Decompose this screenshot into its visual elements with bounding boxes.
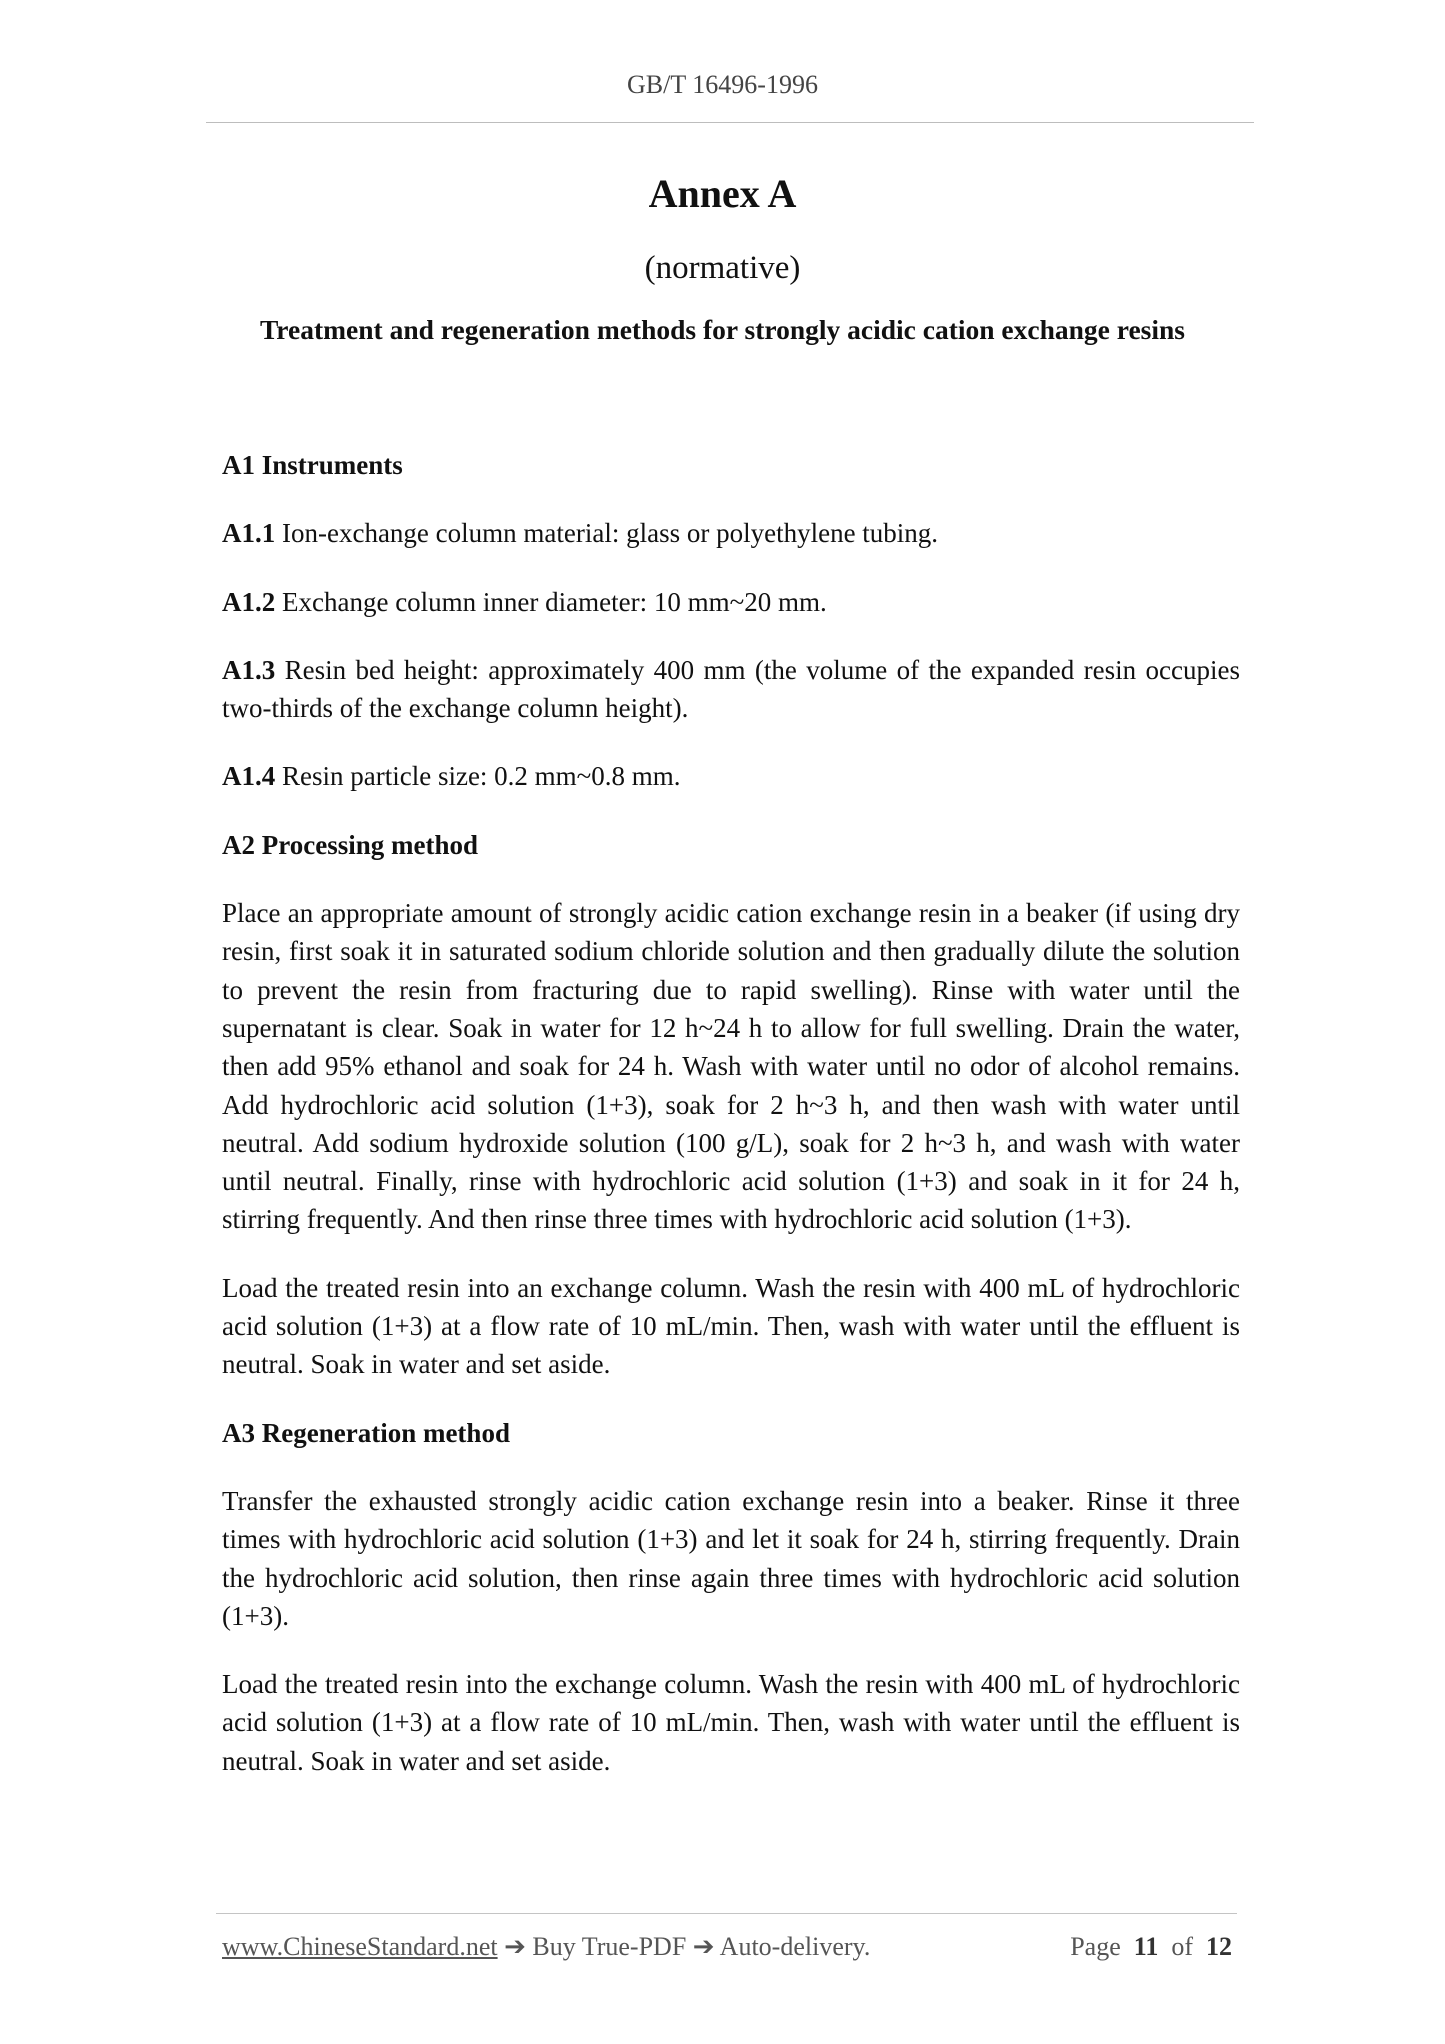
footer-divider bbox=[216, 1913, 1237, 1914]
clause-number: A1.3 bbox=[222, 654, 276, 685]
annex-subtitle: (normative) bbox=[644, 250, 801, 286]
document-body bbox=[222, 446, 1240, 1810]
clause-text: Ion-exchange column material: glass or polyethylene tubing. bbox=[275, 518, 939, 549]
paragraph-a3-1: Transfer the exhausted strongly acidic cation exchange resin into a beaker. Rinse it three times with hydrochloric acid solution (1+3) and let it soak for 24 h, stirring frequently. Drain the hydrochloric acid solution, then rinse again three times with hydrochloric acid solution (1+3). bbox=[222, 1485, 1240, 1631]
clause-number: A1.1 bbox=[222, 518, 276, 549]
annex-title: Annex A bbox=[648, 171, 797, 216]
section-heading-a3: A3 Regeneration method bbox=[222, 1417, 510, 1448]
website-link[interactable]: www.ChineseStandard.net bbox=[222, 1932, 498, 1961]
page-current: 11 bbox=[1133, 1932, 1159, 1961]
footer-promo bbox=[222, 1932, 870, 1962]
section-heading-a1: A1 Instruments bbox=[222, 450, 403, 480]
page-total: 12 bbox=[1206, 1932, 1232, 1961]
paragraph-a3-2: Load the treated resin into the exchange column. Wash the resin with 400 mL of hydrochloric acid solution (1+3) at a flow rate of 10 mL/min. Then, wash with water until the effluent is neutral. Soak in water and set aside. bbox=[222, 1669, 1240, 1776]
header-divider bbox=[206, 122, 1254, 123]
clause-text: Exchange column inner diameter: 10 mm~20 mm. bbox=[275, 586, 827, 617]
page-number bbox=[1070, 1932, 1232, 1962]
clause-a1-1 bbox=[222, 514, 1240, 552]
clause-a1-2 bbox=[222, 583, 1240, 621]
buy-pdf-text: Buy True-PDF bbox=[532, 1932, 687, 1961]
clause-text: Resin bed height: approximately 400 mm (the volume of the expanded resin occupies two-thirds of the exchange column height). bbox=[222, 654, 1240, 724]
arrow-right-icon: ➔ bbox=[692, 1932, 715, 1961]
section-heading-a2: A2 Processing method bbox=[222, 829, 478, 860]
arrow-right-icon: ➔ bbox=[504, 1932, 526, 1961]
clause-number: A1.4 bbox=[222, 761, 276, 792]
delivery-text: Auto-delivery. bbox=[719, 1932, 871, 1961]
clause-a1-3 bbox=[222, 651, 1240, 728]
clause-text: Resin particle size: 0.2 mm~0.8 mm. bbox=[275, 761, 681, 792]
paragraph-a2-1: Place an appropriate amount of strongly acidic cation exchange resin in a beaker (if using dry resin, first soak it in saturated sodium chloride solution and then gradually dilute the solution to prevent the resin from fracturing due to rapid swelling). Rinse with water until the supernatant is clear. Soak in water for 12 h~24 h to allow for full swelling. Drain the water, then add 95% ethanol and soak for 24 h. Wash with water until no odor of alcohol remains. Add hydrochloric acid solution (1+3), soak for 2 h~3 h, and then wash with water until neutral. Add sodium hydroxide solution (100 g/L), soak for 2 h~3 h, and wash with water until neutral. Finally, rinse with hydrochloric acid solution (1+3) and soak in it for 24 h, stirring frequently. And then rinse three times with hydrochloric acid solution (1+3). bbox=[222, 898, 1240, 1235]
document-id-header: GB/T 16496-1996 bbox=[627, 70, 818, 99]
annex-heading: Treatment and regeneration methods for strongly acidic cation exchange resins bbox=[260, 314, 1185, 345]
clause-number: A1.2 bbox=[222, 586, 276, 617]
paragraph-a2-2: Load the treated resin into an exchange column. Wash the resin with 400 mL of hydrochloric acid solution (1+3) at a flow rate of 10 mL/min. Then, wash with water until the effluent is neutral. Soak in water and set aside. bbox=[222, 1272, 1240, 1380]
page-of: of bbox=[1171, 1932, 1193, 1961]
page-label: Page bbox=[1070, 1932, 1121, 1961]
clause-a1-4 bbox=[222, 757, 1240, 795]
